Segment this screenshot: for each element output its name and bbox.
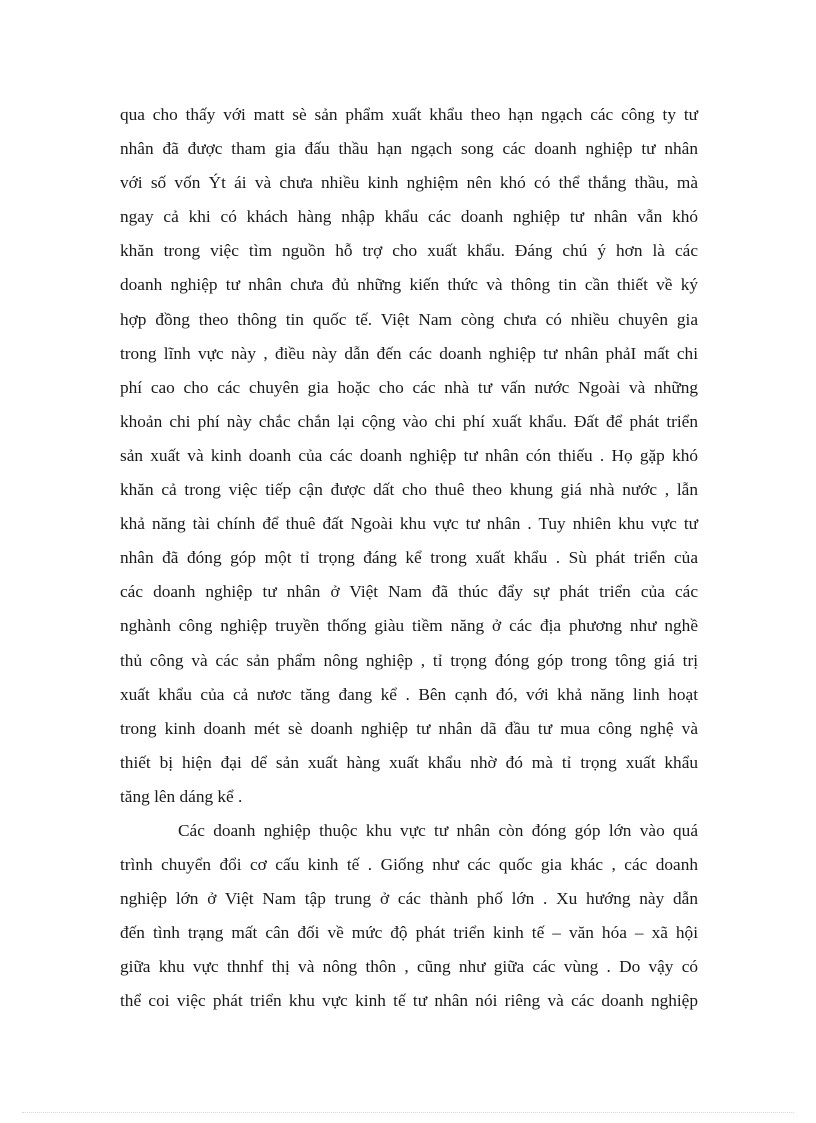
text-line: thiết bị hiện đại dể sản xuất hàng xuất khẩu nhờ đó mà tỉ trọng xuất khẩu xyxy=(120,752,698,772)
text-line: thể coi việc phát triển khu vực kinh tế tư nhân nói riêng và các doanh nghiệp xyxy=(120,991,698,1011)
text-line: doanh nghiệp tư nhân chưa đủ những kiến thức và thông tin cần thiết về ký xyxy=(120,275,698,295)
body-text xyxy=(120,98,698,1019)
text-line: khăn cả trong việc tiếp cận được dất cho thuê theo khung giá nhà nước , lẫn xyxy=(120,480,698,500)
paragraph-1 xyxy=(120,98,698,814)
text-line: qua cho thấy với matt sè sản phẩm xuất khẩu theo hạn ngạch các công ty tư xyxy=(120,105,698,124)
text-line: phí cao cho các chuyên gia hoặc cho các nhà tư vấn nước Ngoài và những xyxy=(120,377,698,397)
text-line: nghành công nghiệp truyền thống giàu tiềm năng ở các địa phương như nghề xyxy=(120,616,698,636)
text-line: khoản chi phí này chắc chắn lại cộng vào chi phí xuất khẩu. Đất để phát triển xyxy=(120,411,698,431)
text-line: các doanh nghiệp tư nhân ở Việt Nam đã thúc đẩy sự phát triển của các xyxy=(120,582,698,602)
page-bottom-rule xyxy=(22,1112,794,1113)
paragraph-2 xyxy=(120,814,698,1019)
text-line: sản xuất và kinh doanh của các doanh nghiệp tư nhân cón thiếu . Họ gặp khó xyxy=(120,445,698,465)
text-line: khả năng tài chính để thuê đất Ngoài khu vực tư nhân . Tuy nhiên khu vực tư xyxy=(120,514,698,534)
text-line: trình chuyển đổi cơ cấu kinh tế . Giống như các quốc gia khác , các doanh xyxy=(120,855,698,875)
text-line: tăng lên dáng kể . xyxy=(120,786,243,806)
text-line: nhân đã được tham gia đấu thầu hạn ngạch song các doanh nghiệp tư nhân xyxy=(120,139,698,159)
text-line: trong kinh doanh mét sè doanh nghiệp tư nhân dã đầu tư mua công nghệ và xyxy=(120,718,698,738)
text-line: hợp đồng theo thông tin quốc tế. Việt Nam còng chưa có nhiều chuyên gia xyxy=(120,309,698,329)
text-line: thủ công và các sản phẩm nông nghiệp , tỉ trọng đóng góp trong tông giá trị xyxy=(120,650,698,670)
text-line: ngay cả khi có khách hàng nhập khẩu các doanh nghiệp tư nhân vẫn khó xyxy=(120,207,698,227)
text-line: đến tình trạng mất cân đối về mức độ phát triển kinh tế – văn hóa – xã hội xyxy=(120,923,698,943)
text-line: giữa khu vực thnhf thị và nông thôn , cũng như giữa các vùng . Do vậy có xyxy=(120,957,698,977)
text-line: xuất khẩu của cả nươc tăng đang kể . Bên cạnh đó, với khả năng linh hoạt xyxy=(120,684,698,704)
text-line: với số vốn Ýt ái và chưa nhiều kinh nghiệm nên khó có thể thắng thầu, mà xyxy=(120,173,698,193)
text-line: trong lĩnh vực này , điều này dẫn đến các doanh nghiệp tư nhân phảI mất chi xyxy=(120,343,698,363)
text-line: Các doanh nghiệp thuộc khu vực tư nhân còn đóng góp lớn vào quá xyxy=(178,820,698,840)
text-line: nghiệp lớn ở Việt Nam tập trung ở các thành phố lớn . Xu hướng này dẫn xyxy=(120,889,698,909)
text-line: khăn trong việc tìm nguồn hỗ trợ cho xuất khẩu. Đáng chú ý hơn là các xyxy=(120,241,698,261)
text-line: nhân đã đóng góp một tỉ trọng đáng kể trong xuất khẩu . Sù phát triển của xyxy=(120,548,698,568)
